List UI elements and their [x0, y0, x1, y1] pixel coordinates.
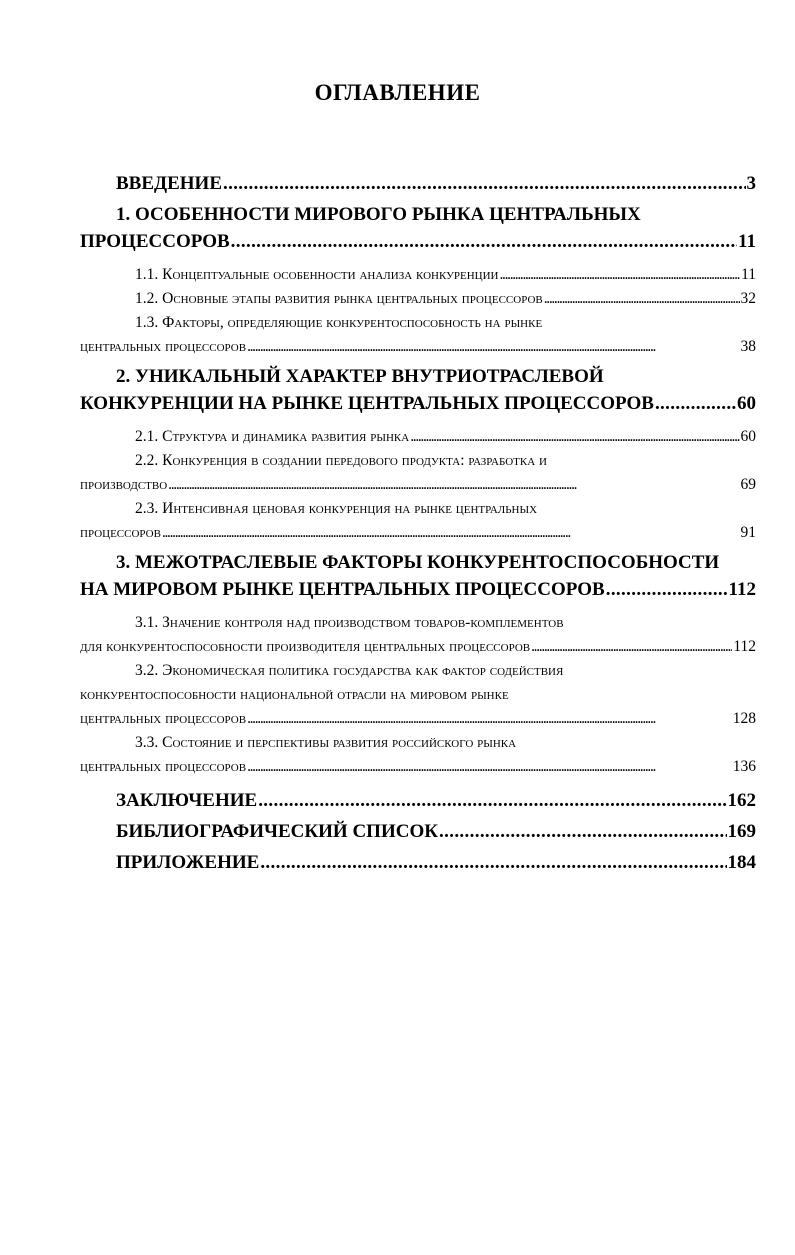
toc-entry-text-line2: НА МИРОВОМ РЫНКЕ ЦЕНТРАЛЬНЫХ ПРОЦЕССОРОВ — [80, 579, 605, 600]
leader-dots — [439, 818, 726, 845]
leader-dots — [247, 755, 732, 779]
toc-entry-2-1[interactable] — [80, 425, 756, 449]
toc-entry-3-2[interactable] — [80, 659, 756, 731]
table-of-contents — [80, 170, 756, 876]
toc-entry-text-line2: ПРОЦЕССОРОВ — [80, 231, 230, 252]
toc-entry-text-line1: 2. УНИКАЛЬНЫЙ ХАРАКТЕР ВНУТРИОТРАСЛЕВОЙ — [116, 366, 604, 387]
page-number: 69 — [740, 476, 756, 493]
toc-entry-text-line1: 2.3. Интенсивная ценовая конкуренция на рынке центральных — [135, 500, 538, 517]
page-number: 60 — [740, 428, 756, 445]
page-number: 11 — [738, 231, 756, 252]
leader-dots — [231, 228, 737, 255]
leader-dots — [247, 707, 732, 731]
toc-entry-text-line2: процессоров — [80, 524, 161, 541]
page-number: 112 — [728, 579, 756, 600]
page-number: 169 — [727, 821, 756, 842]
page-number: 32 — [740, 290, 756, 307]
toc-entry-text-line2: конкурентоспособности национальной отрасли на мировом рынке — [80, 686, 509, 703]
page-title: ОГЛАВЛЕНИЕ — [314, 80, 481, 105]
leader-dots — [531, 635, 732, 659]
page-number: 3 — [746, 173, 756, 194]
page-number: 136 — [732, 758, 756, 775]
page-number: 184 — [727, 852, 756, 873]
leader-dots — [258, 787, 726, 814]
page-number: 112 — [733, 638, 756, 655]
page-number: 128 — [732, 710, 756, 727]
toc-entry-text-line1: 3.2. Экономическая политика государства как фактор содействия — [135, 662, 564, 679]
toc-entry-text: 2.1. Структура и динамика развития рынка — [135, 428, 410, 445]
toc-entry-chapter-1[interactable] — [80, 201, 756, 255]
toc-entry-1-3[interactable] — [80, 311, 756, 359]
toc-entry-text: ВВЕДЕНИЕ — [116, 173, 222, 194]
toc-entry-2-3[interactable] — [80, 497, 756, 545]
toc-entry-text-line2: центральных процессоров — [80, 338, 247, 355]
toc-entry-text-line1: 3.1. Значение контроля над производством товаров-комплементов — [135, 614, 564, 631]
toc-entry-text-line2: производство — [80, 476, 168, 493]
toc-entry-chapter-3[interactable] — [80, 549, 756, 603]
toc-entry-chapter-2[interactable] — [80, 363, 756, 417]
page-number: 91 — [740, 524, 756, 541]
toc-entry-intro[interactable] — [80, 170, 756, 197]
toc-entry-1-2[interactable] — [80, 287, 756, 311]
toc-entry-text: БИБЛИОГРАФИЧЕСКИЙ СПИСОК — [116, 821, 439, 842]
toc-entry-text-line1: 1.3. Факторы, определяющие конкурентоспособность на рынке — [135, 314, 543, 331]
toc-entry-text-line2: для конкурентоспособности производителя центральных процессоров — [80, 638, 531, 655]
toc-entry-appendix[interactable] — [80, 849, 756, 876]
leader-dots — [544, 287, 740, 311]
leader-dots — [655, 390, 736, 417]
toc-entry-bibliography[interactable] — [80, 818, 756, 845]
toc-entry-text: 1.1. Концептуальные особенности анализа конкуренции — [135, 266, 499, 283]
page-number: 162 — [727, 790, 756, 811]
leader-dots — [260, 849, 726, 876]
toc-entry-conclusion[interactable] — [80, 787, 756, 814]
toc-entry-text-line2: КОНКУРЕНЦИИ НА РЫНКЕ ЦЕНТРАЛЬНЫХ ПРОЦЕССОРОВ — [80, 393, 654, 414]
toc-entry-3-3[interactable] — [80, 731, 756, 779]
page-number: 60 — [737, 393, 756, 414]
toc-entry-text-line1: 2.2. Конкуренция в создании передового продукта: разработка и — [135, 452, 547, 469]
toc-entry-text-line1: 1. ОСОБЕННОСТИ МИРОВОГО РЫНКА ЦЕНТРАЛЬНЫХ — [116, 204, 641, 225]
toc-entry-2-2[interactable] — [80, 449, 756, 497]
toc-entry-text: ЗАКЛЮЧЕНИЕ — [116, 790, 258, 811]
page-number: 38 — [740, 338, 756, 355]
leader-dots — [606, 576, 728, 603]
toc-entry-text-line3: центральных процессоров — [80, 710, 247, 727]
leader-dots — [168, 473, 739, 497]
leader-dots — [162, 521, 740, 545]
leader-dots — [247, 335, 739, 359]
leader-dots — [410, 425, 739, 449]
toc-entry-text: ПРИЛОЖЕНИЕ — [116, 852, 260, 873]
toc-entry-text-line1: 3. МЕЖОТРАСЛЕВЫЕ ФАКТОРЫ КОНКУРЕНТОСПОСОБНОСТИ — [116, 552, 720, 573]
leader-dots — [223, 170, 746, 197]
toc-entry-text: 1.2. Основные этапы развития рынка центральных процессоров — [135, 290, 543, 307]
toc-entry-3-1[interactable] — [80, 611, 756, 659]
toc-entry-text-line2: центральных процессоров — [80, 758, 247, 775]
toc-entry-1-1[interactable] — [80, 263, 756, 287]
leader-dots — [500, 263, 741, 287]
page-number: 11 — [741, 266, 756, 283]
toc-entry-text-line1: 3.3. Состояние и перспективы развития российского рынка — [135, 734, 517, 751]
